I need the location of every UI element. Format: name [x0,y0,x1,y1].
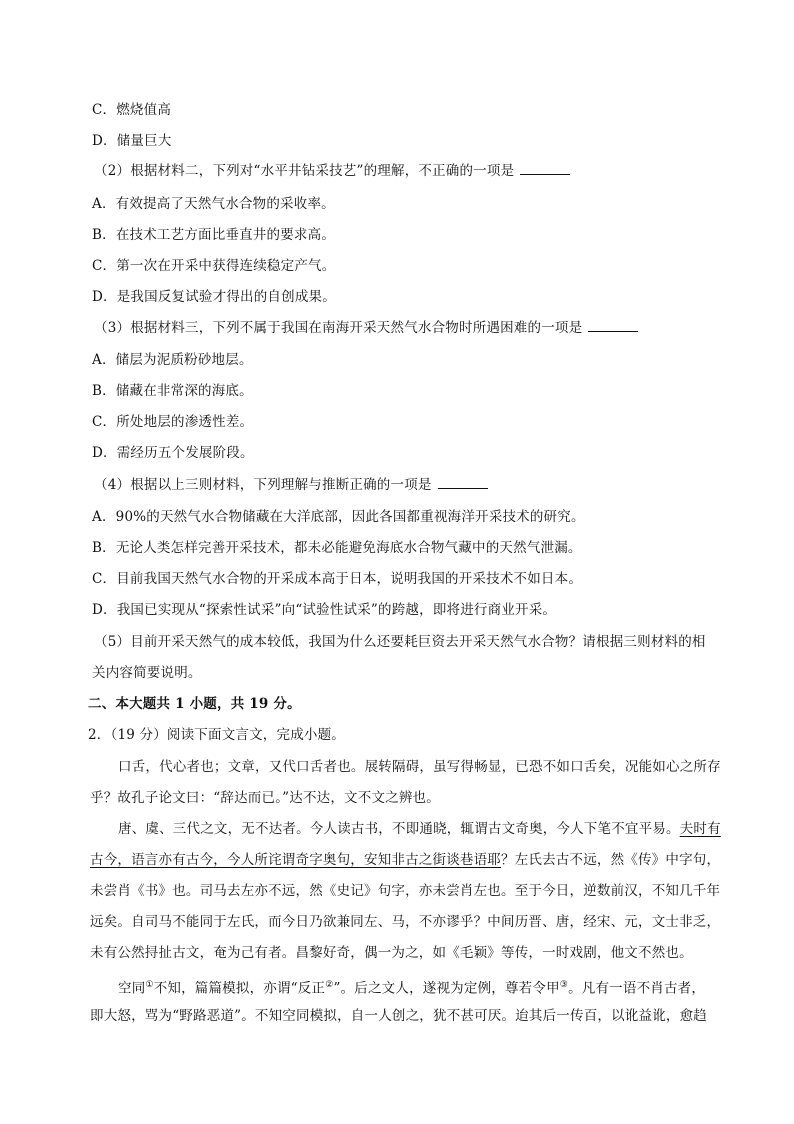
q4-option-d: D．我国已实现从“探索性试采”向“试验性试采”的跨越，即将进行商业开采。 [92,602,557,618]
passage-p2-line1 [118,819,738,839]
passage-p2-line4: 远矣。自司马不能同于左氏，而今日乃欲兼同左、马，不亦谬乎？中间历晋、唐，经宋、元，文士非乏， [90,914,721,930]
q5-line2: 关内容简要说明。 [92,665,202,681]
q5-line1: （5）目前开采天然气的成本较低，我国为什么还要耗巨资去开采天然气水合物？请根据三则材料的相 [94,634,706,650]
q3-stem [94,318,714,338]
q2-option-b: B．在技术工艺方面比垂直井的要求高。 [92,227,336,243]
underlined-sentence: 夫时有 [679,821,721,837]
q1-option-c: C．燃烧值高 [92,102,172,118]
section-heading: 二、本大题共 1 小题，共 19 分。 [88,696,301,712]
answer-blank [520,162,570,175]
footnote-marker: ② [325,980,334,990]
question-2-header: 2．（19 分）阅读下面文言文，完成小题。 [88,727,346,743]
q2-option-a: A．有效提高了天然气水合物的采收率。 [92,196,335,212]
passage-p2-text: 唐、虞、三代之文，无不达者。今人读古书，不即通晓，辄谓古文奇奥，今人下笔不宜平易。 [118,821,680,837]
passage-p3-line2: 即大怒，骂为“野路恶道”。不知空同模拟，自一人创之，犹不甚可厌。迨其后一传百，以讹益讹，愈趋 [90,1008,708,1024]
passage-p2-text: ？左氏去古不远，然《传》中字句， [501,852,721,868]
q4-option-c: C．目前我国天然气水合物的开采成本高于日本，说明我国的开采技术不如日本。 [92,571,583,587]
footnote-marker: ③ [559,980,569,990]
passage-p3-text: 不知，篇篇模拟，亦谓“反正 [153,980,326,997]
passage-p3-text: ”。后之文人，遂视为定例，尊若令甲 [333,980,560,997]
q2-stem-text: （2）根据材料二，下列对“水平井钻采技艺”的理解，不正确的一项是 [94,163,515,179]
underlined-sentence: 古今，语言亦有古今，今人所诧谓奇字奥句，安知非古之街谈巷语耶 [90,852,501,868]
passage-p3-text: 。凡有一语不肖古者， [568,980,706,997]
q4-stem-text: （4）根据以上三则材料，下列理解与推断正确的一项是 [94,477,432,493]
q3-option-c: C．所处地层的渗透性差。 [92,414,254,430]
q3-option-b: B．储藏在非常深的海底。 [92,383,253,399]
passage-p3-text: 空同 [118,980,146,997]
answer-blank [588,319,638,332]
q4-option-a: A．90%的天然气水合物储藏在大洋底部，因此各国都重视海洋开采技术的研究。 [92,509,585,525]
q2-stem [94,161,714,181]
q4-option-b: B．无论人类怎样完善开采技术，都未必能避免海底水合物气藏中的天然气泄漏。 [92,540,582,556]
q3-option-d: D．需经历五个发展阶段。 [92,445,254,461]
q2-option-c: C．第一次在开采中获得连续稳定产气。 [92,258,336,274]
passage-p2-line2 [90,850,721,870]
q3-stem-text: （3）根据材料三，下列不属于我国在南海开采天然气水合物时所遇困难的一项是 [94,320,583,336]
q3-option-a: A．储层为泥质粉砂地层。 [92,352,253,368]
passage-p1-line1: 口舌，代心者也；文章，又代口舌者也。展转隔碍，虽写得畅显，已恐不如口舌矣，况能如心之所存 [118,759,721,775]
q4-stem [94,475,714,495]
footnote-marker: ① [145,980,154,990]
passage-p2-line5: 未有公然挦扯古文，奄为己有者。昌黎好奇，偶一为之，如《毛颖》等传，一时戏剧，他文不然也。 [90,945,693,961]
passage-p1-line2: 乎？故孔子论文曰：“辞达而已。”达不达，文不文之辨也。 [90,790,440,806]
q1-option-d: D．储量巨大 [92,133,172,149]
q2-option-d: D．是我国反复试验才得出的自创成果。 [92,289,336,305]
answer-blank [438,476,488,489]
passage-p3-line1 [118,975,738,999]
passage-p2-line3: 未尝肖《书》也。司马去左亦不远，然《史记》句字，亦未尝肖左也。至于今日，逆数前汉，不知几千年 [90,883,721,899]
